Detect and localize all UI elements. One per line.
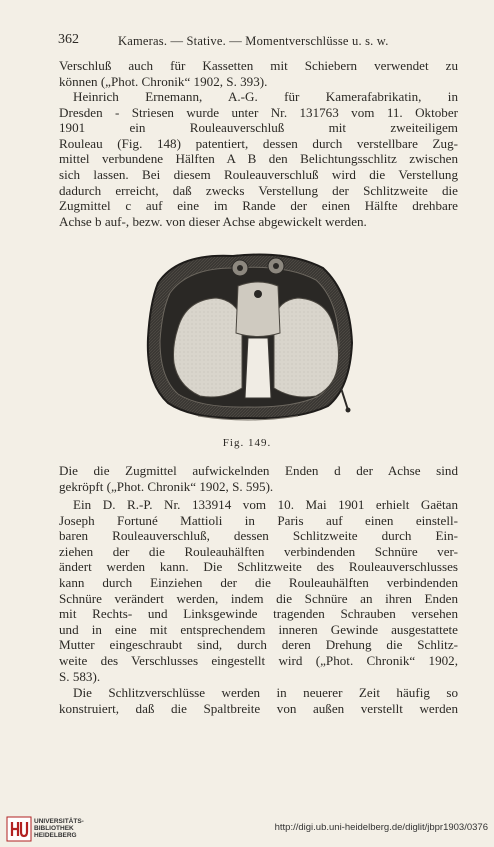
text-line: Rouleau (Fig. 148) patentiert, dessen durch verstellbare Zug- xyxy=(59,135,458,151)
paragraph-5 xyxy=(59,685,458,716)
text-line: Ein D. R.-P. Nr. 133914 vom 10. Mai 1901 erhielt Gaëtan xyxy=(73,497,458,512)
text-line: Die Schlitzverschlüsse werden in neuerer Zeit häufig so xyxy=(73,685,458,700)
library-name-line: UNIVERSITÄTS- xyxy=(34,818,84,825)
text-line: S. 583). xyxy=(59,668,101,684)
text-line: Dresden - Striesen wurde unter Nr. 131763 vom 11. Oktober xyxy=(59,104,458,120)
figure-caption: Fig. 149. xyxy=(222,437,272,449)
text-line: weite des Verschlusses eingestellt wird („Phot. Chronik“ 1902, xyxy=(59,652,458,668)
text-line: Schnüre verändert werden, indem die Schnüre an ihren Enden xyxy=(59,590,458,606)
text-line: ändert werden kann. Die Schlitzweite des Rouleauverschlusses xyxy=(59,559,458,575)
library-name xyxy=(34,818,84,839)
paragraph-4 xyxy=(59,497,458,684)
page-header xyxy=(58,32,458,52)
text-line: Die die Zugmittel aufwickelnden Enden d der Achse sind xyxy=(59,463,458,478)
running-title: Kameras. — Stative. — Momentverschlüsse u. s. w. xyxy=(118,34,389,48)
text-line: Achse b auf-, bezw. von dieser Achse abgewickelt werden. xyxy=(59,213,367,229)
text-line: mit Rechts- und Linksgewinde tragenden Schrauben versehen xyxy=(59,606,458,622)
text-line: und in eine mit entsprechendem inneren Gewinde ausgestattete xyxy=(59,621,458,637)
library-name-line: HEIDELBERG xyxy=(34,832,77,839)
text-line: Heinrich Ernemann, A.-G. für Kamerafabrikatin, in xyxy=(73,89,458,104)
paragraph-3 xyxy=(59,463,458,494)
text-line: dadurch erreicht, daß zwecks Verstellung der Schlitzweite die xyxy=(59,182,458,198)
library-name-line: BIBLIOTHEK xyxy=(34,825,74,832)
source-url-link[interactable]: http://digi.ub.uni-heidelberg.de/diglit/jbpr1903/0376 xyxy=(274,822,488,833)
page-number: 362 xyxy=(58,32,79,47)
text-line: gekröpft („Phot. Chronik“ 1902, S. 595). xyxy=(59,478,274,494)
paragraph-2 xyxy=(59,89,458,229)
text-line: baren Rouleauverschluß, dessen Schlitzweite durch Ein- xyxy=(59,528,458,544)
text-line: kann durch Einziehen der die Rouleauhälften verbindenden xyxy=(59,574,458,590)
text-line: sich lassen. Bei diesem Rouleauverschluß wird die Verstellung xyxy=(59,166,458,182)
roller-shutter-illustration xyxy=(138,238,358,426)
paragraph-1 xyxy=(59,58,458,89)
text-line: 1901 ein Rouleauverschluß mit zweiteiligem xyxy=(59,120,458,136)
text-line: Verschluß auch für Kassetten mit Schiebern verwendet zu xyxy=(59,58,458,73)
text-line: Joseph Fortuné Mattioli in Paris auf einen einstell- xyxy=(59,512,458,528)
text-line: Mutter eingeschraubt sind, durch deren Drehung die Schlitz- xyxy=(59,637,458,653)
text-line: können („Phot. Chronik“ 1902, S. 393). xyxy=(59,73,268,89)
text-line: ziehen der die Rouleauhälften verbindenden Schnüre ver- xyxy=(59,543,458,559)
text-line: Zugmittel c auf eine im Rande der einen Hälfte drehbare xyxy=(59,198,458,214)
text-line: konstruiert, daß die Spaltbreite von außen verstellt werden xyxy=(59,700,458,716)
library-logo-icon xyxy=(6,816,32,842)
text-line: mittel verbundene Hälften A B den Belichtungsschlitz zwischen xyxy=(59,151,458,167)
figure-149-illustration xyxy=(138,238,358,426)
digitization-footer xyxy=(0,812,494,847)
